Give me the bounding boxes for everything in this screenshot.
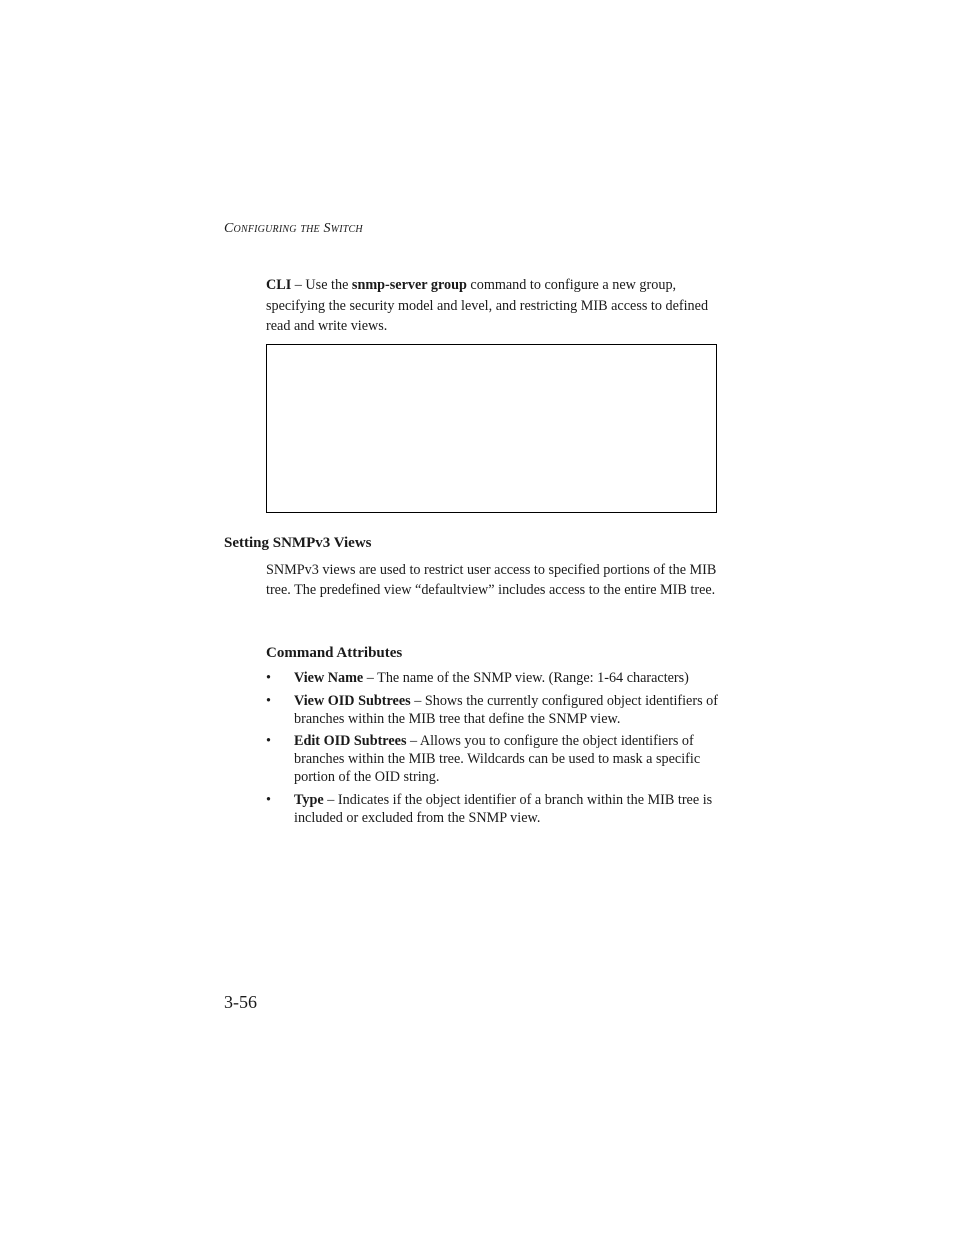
command-attributes-list bbox=[266, 670, 720, 832]
running-header: Configuring the Switch bbox=[224, 221, 363, 236]
intro-paragraph: SNMPv3 views are used to restrict user access to specified portions of the MIB tree. The predefined view “defaultview” includes access to the entire MIB tree. bbox=[266, 562, 717, 598]
cli-label: CLI bbox=[266, 277, 292, 293]
attribute-name: View OID Subtrees bbox=[294, 692, 411, 709]
list-item bbox=[266, 670, 720, 688]
bullet: • bbox=[266, 692, 271, 709]
cli-paragraph bbox=[266, 275, 726, 337]
cli-text-b: command to configure a new group, specifying the security model and level, and restricting MIB access to defined read and write views. bbox=[266, 277, 709, 334]
section-heading: Setting SNMPv3 Views bbox=[224, 535, 372, 551]
attribute-name: Type bbox=[294, 791, 324, 808]
list-item bbox=[266, 733, 720, 786]
list-item bbox=[266, 693, 720, 729]
attribute-description: – Allows you to configure the object identifiers of branches within the MIB tree. Wildcards can be used to mask a specific portion of the OID string. bbox=[294, 733, 701, 785]
attribute-description: – The name of the SNMP view. (Range: 1-64 characters) bbox=[363, 670, 689, 686]
command-attributes-heading: Command Attributes bbox=[266, 645, 403, 661]
cli-example-box bbox=[266, 344, 717, 513]
page-number: 3-56 bbox=[224, 992, 257, 1012]
bullet: • bbox=[266, 670, 271, 686]
bullet: • bbox=[266, 791, 271, 808]
list-item bbox=[266, 792, 720, 828]
attribute-description: – Shows the currently configured object identifiers of branches within the MIB tree that define the SNMP view. bbox=[294, 692, 718, 727]
attribute-description: – Indicates if the object identifier of a branch within the MIB tree is included or excluded from the SNMP view. bbox=[294, 791, 713, 826]
attribute-name: Edit OID Subtrees bbox=[294, 733, 407, 750]
bullet: • bbox=[266, 733, 271, 750]
attribute-name: View Name bbox=[294, 670, 364, 686]
cli-command: snmp-server group bbox=[351, 277, 467, 293]
cli-text-a: – Use the bbox=[291, 277, 352, 293]
